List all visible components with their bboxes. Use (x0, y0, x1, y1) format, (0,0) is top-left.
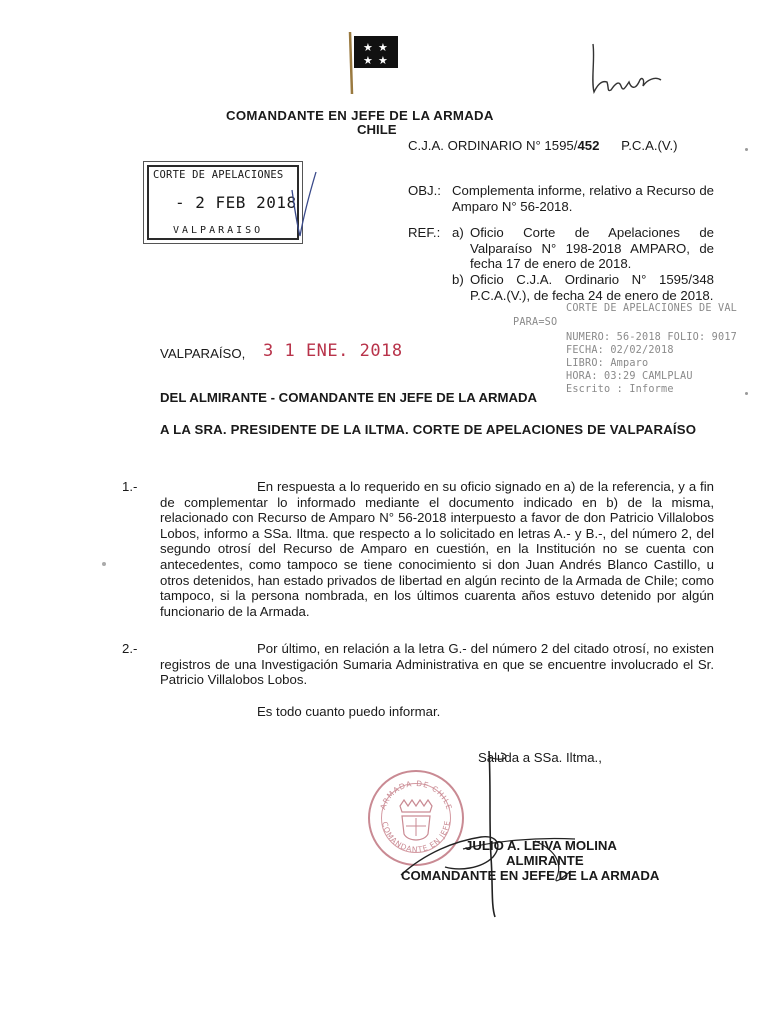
ref-item-b-text: Oficio C.J.A. Ordinario N° 1595/348 P.C.A.(V.), de fecha 24 de enero de 2018. (470, 272, 714, 303)
seal-bottom-text: COMANDANTE EN JEFE (380, 819, 452, 855)
handwritten-initials (585, 40, 680, 100)
ref-item-b-marker: b) (452, 272, 464, 287)
paragraph-2-number: 2.- (122, 641, 138, 656)
svg-text:★: ★ (378, 54, 388, 67)
receipt-line-4: FECHA: 02/02/2018 (566, 345, 674, 356)
to-line: A LA SRA. PRESIDENTE DE LA ILTMA. CORTE DE APELACIONES DE VALPARAÍSO (160, 422, 697, 437)
closing-text: Es todo cuanto puedo informar. (257, 704, 441, 719)
signature-title: COMANDANTE EN JEFE DE LA ARMADA (401, 868, 660, 883)
from-line: DEL ALMIRANTE - COMANDANTE EN JEFE DE LA ARMADA (160, 390, 538, 405)
ref-item-a-text: Oficio Corte de Apelaciones de Valparaíso N° 198-2018 AMPARO, de fecha 17 de enero de 2018. (470, 225, 714, 272)
receipt-line-6: HORA: 03:29 CAMLPLAU (566, 371, 693, 382)
seal-top-text: ARMADA DE CHILE (378, 778, 454, 812)
svg-text:★: ★ (363, 41, 373, 54)
ref-label: REF.: (408, 225, 441, 240)
reference-number-bold: 452 (577, 138, 600, 153)
stamp-court-name: CORTE DE APELACIONES (153, 169, 284, 181)
scan-speck (745, 148, 748, 151)
handwritten-signature-icon (385, 745, 615, 925)
pen-mark-icon (288, 170, 322, 240)
receipt-line-7: Escrito : Informe (566, 384, 674, 395)
letterhead-line2: CHILE (357, 122, 397, 137)
obj-label: OBJ.: (408, 183, 441, 198)
receipt-line-2: PARA=SO (513, 317, 558, 328)
court-received-stamp (147, 165, 299, 240)
paragraph-1-number: 1.- (122, 479, 138, 494)
reference-number-suffix: P.C.A.(V.) (621, 138, 678, 153)
svg-text:★: ★ (363, 54, 373, 67)
receipt-line-3: NUMERO: 56-2018 FOLIO: 9017 (566, 332, 738, 343)
paragraph-2-text: Por último, en relación a la letra G.- del número 2 del citado otrosí, no existen registros de una Investigación Sumaria Administrativa en que se encuentre involucrado el Sr. Patricio Villalobos Lobos. (160, 641, 714, 688)
signature-name: JULIO A. LEIVA MOLINA (465, 838, 617, 853)
letterhead-line1: COMANDANTE EN JEFE DE LA ARMADA (226, 108, 494, 123)
svg-text:★: ★ (378, 41, 388, 54)
scan-speck (102, 562, 106, 566)
flag-with-four-stars-icon (340, 28, 404, 96)
reference-number (408, 138, 678, 154)
salutation: Saluda a SSa. Iltma., (478, 750, 602, 765)
stamp-city: VALPARAISO (173, 225, 264, 236)
reference-number-text: C.J.A. ORDINARIO N° 1595/ (408, 138, 578, 153)
receipt-line-5: LIBRO: Amparo (566, 358, 649, 369)
date-city: VALPARAÍSO, (160, 346, 246, 361)
signature-rank: ALMIRANTE (506, 853, 584, 868)
receipt-line-1: CORTE DE APELACIONES DE VAL (566, 303, 738, 314)
scan-speck (745, 392, 748, 395)
stamp-date: - 2 FEB 2018 (175, 193, 297, 212)
stamped-date: 3 1 ENE. 2018 (263, 341, 403, 361)
paragraph-1-text: En respuesta a lo requerido en su oficio signado en a) de la referencia, y a fin de complementar lo informado mediante el documento indicado en b) de la misma, relacionado con Recurso de Amparo N° 56-2018 interpuesto a favor de don Patricio Villalobos Lobos, informo a SSa. Iltma. que respecto a lo solicitado en letras A.- y B.-, del número 2, del segundo otrosí del Recurso de Amparo en cuestión, en la Institución no se cuenta con antecedentes, como tampoco se tiene conocimiento si don Juan Andrés Blanco Castillo, u otros detenidos, han estado privados de libertad en algún recinto de la Armada de Chile; como tampoco, si la persona nombrada, en los últimos cuarenta años estuvo detenido por algún funcionario de la Armada. (160, 479, 714, 619)
obj-text: Complementa informe, relativo a Recurso de Amparo N° 56-2018. (452, 183, 714, 214)
ref-item-a-marker: a) (452, 225, 464, 240)
